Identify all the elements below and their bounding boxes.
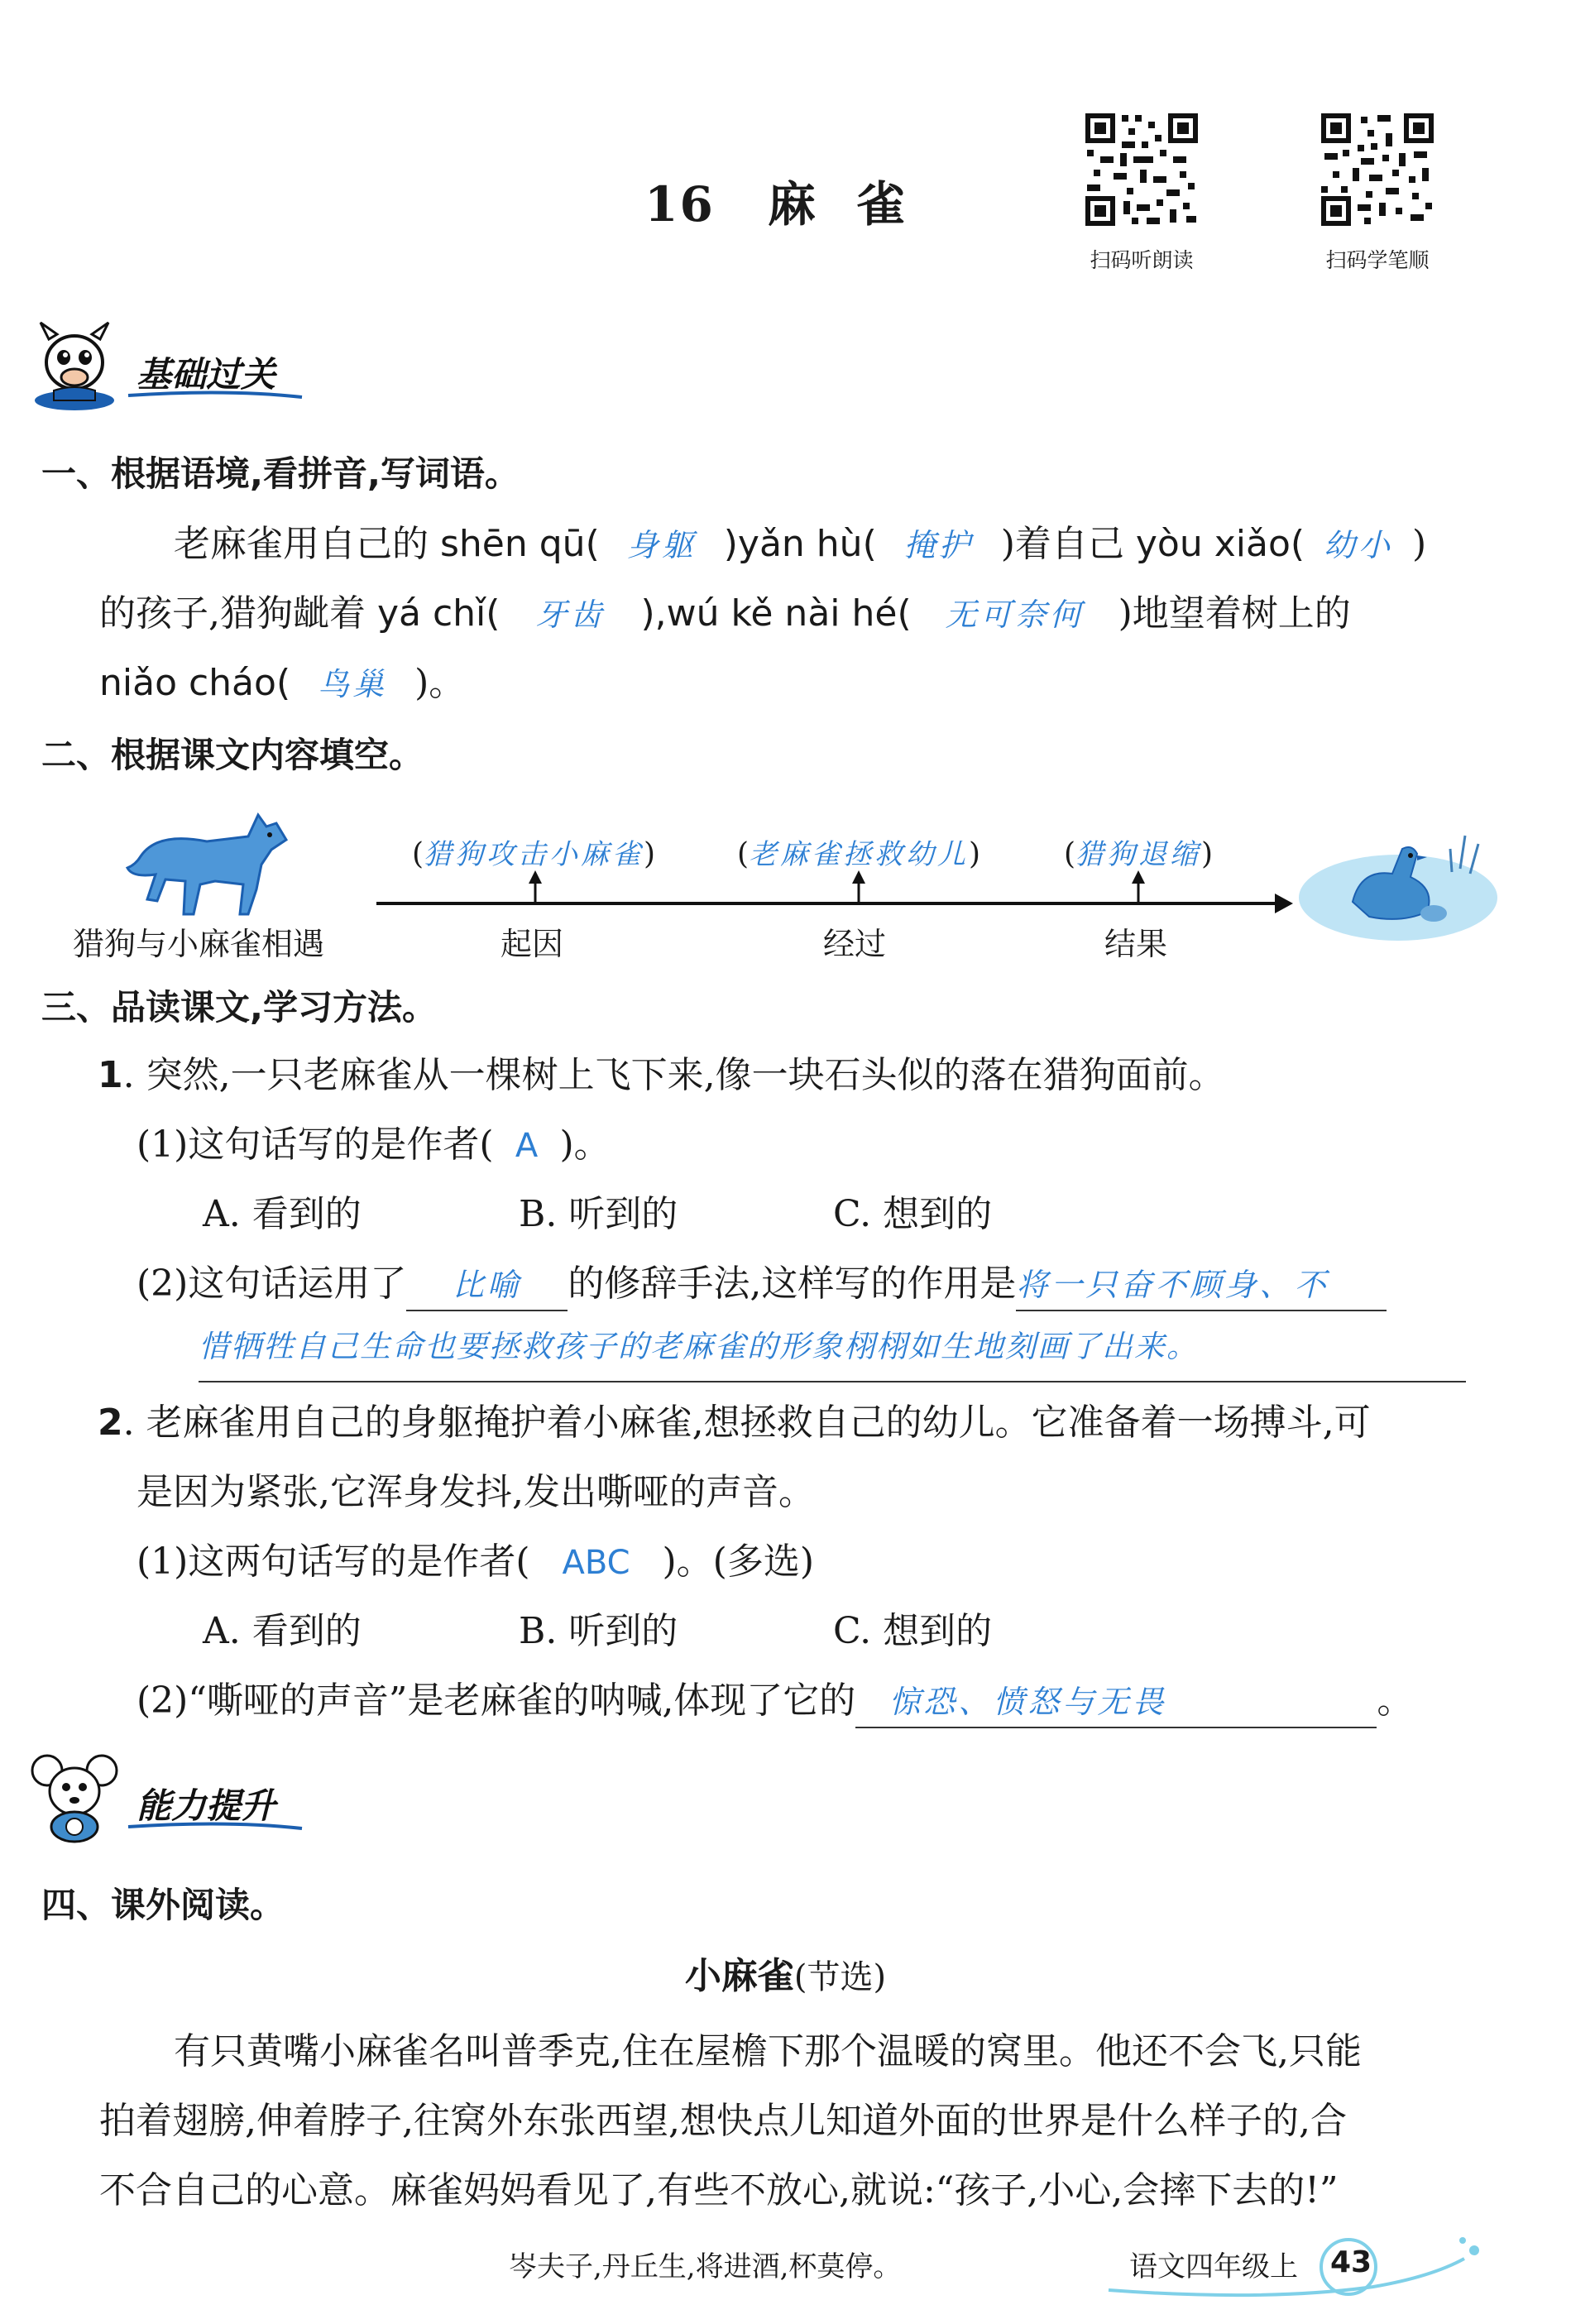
paren: ( <box>1063 837 1075 871</box>
q3-1-1-answer[interactable] <box>494 1110 560 1181</box>
q1-pinyin: ),wú kě nài hé( <box>640 592 912 635</box>
q1-line1 <box>174 510 1426 580</box>
q1-pinyin: yá chǐ( <box>376 592 501 635</box>
qr-code-stroke-order[interactable] <box>1320 112 1435 228</box>
q3-1-2-answer-effect-cont[interactable] <box>199 1319 1466 1382</box>
q1-answer-youxiao[interactable] <box>1305 510 1412 580</box>
item-text: . 突然,一只老麻雀从一棵树上飞下来,像一块石头似的落在猎狗面前。 <box>122 1054 1225 1096</box>
section-title-basic: 基础过关 <box>137 354 276 395</box>
q1-answer-shenqu[interactable] <box>600 510 724 580</box>
item-number: 2 <box>98 1402 123 1444</box>
q3-heading: 三、品读课文,学习方法。 <box>41 987 437 1028</box>
q2-answer-process[interactable] <box>702 831 1016 872</box>
option-b: B. 听到的 <box>519 1610 678 1652</box>
paren: ) <box>644 837 656 871</box>
option-c: C. 想到的 <box>833 1610 993 1652</box>
option-a: A. 看到的 <box>203 1193 362 1235</box>
sub-text: 的修辞手法,这样写的作用是 <box>568 1263 1017 1305</box>
q1-text: ) <box>1412 523 1427 565</box>
reading-title-note: (节选) <box>793 1958 887 1996</box>
q3-2-1-answer[interactable] <box>530 1527 663 1598</box>
qr-label-stroke-order: 扫码学笔顺 <box>1325 248 1430 272</box>
q3-2-2-answer[interactable] <box>855 1676 1377 1728</box>
reading-title-text: 小麻雀 <box>684 1955 794 1997</box>
q2-answer-cause[interactable] <box>376 831 691 872</box>
q3-item1-sub2 <box>137 1249 1387 1319</box>
q1-text: 的孩子,猎狗龇着 <box>99 592 377 635</box>
q1-pinyin: )yǎn hù( <box>723 523 877 565</box>
q4-heading: 四、课外阅读。 <box>41 1885 285 1925</box>
q1-answer-yanhu[interactable] <box>877 510 1001 580</box>
answer-text: 猎狗攻击小麻雀 <box>424 838 644 871</box>
lesson-title-char: 麻 <box>767 176 817 232</box>
footer-poem: 岑夫子,丹丘生,将进酒,杯莫停。 <box>509 2250 902 2283</box>
q3-item2-sub2 <box>137 1666 1413 1736</box>
qr-code-listen[interactable] <box>1084 112 1200 228</box>
sub-text: )。 <box>559 1124 611 1166</box>
answer-text: 无可奈何 <box>945 597 1085 633</box>
q3-1-2-answer-effect[interactable] <box>1016 1259 1387 1311</box>
answer-text: 身躯 <box>626 527 697 563</box>
answer-text: 惊恐、愤怒与无畏 <box>888 1684 1167 1720</box>
answer-text: 掩护 <box>903 527 974 563</box>
answer-text: 幼小 <box>1324 527 1394 563</box>
q3-item2-options <box>203 1597 992 1666</box>
q3-item2-sub1 <box>137 1527 814 1598</box>
q1-heading: 一、根据语境,看拼音,写词语。 <box>41 453 520 494</box>
q1-answer-yachi[interactable] <box>500 579 640 649</box>
q1-text: )。 <box>414 662 466 704</box>
sub-text: 。 <box>1377 1680 1414 1722</box>
reading-paragraph-line: 有只黄嘴小麻雀名叫普季克,住在屋檐下那个温暖的窝里。他还不会飞,只能 <box>174 2030 1362 2072</box>
reading-paragraph-line: 拍着翅膀,伸着脖子,往窝外东张西望,想快点儿知道外面的世界是什么样子的,合 <box>99 2100 1347 2142</box>
q1-answer-niaochao[interactable] <box>290 649 414 719</box>
sub-text: (2)“嘶哑的声音”是老麻雀的呐喊,体现了它的 <box>137 1680 856 1722</box>
q3-item1-options <box>203 1180 992 1249</box>
answer-text: 将一只奋不顾身、不 <box>1016 1267 1329 1303</box>
stage-label-cause: 起因 <box>501 926 564 962</box>
q1-pinyin: yòu xiǎo( <box>1135 523 1305 565</box>
section-banner-advanced <box>29 1746 376 1845</box>
paren: ( <box>411 837 424 871</box>
mascot-cow-icon <box>29 314 120 414</box>
paren: ) <box>1201 837 1214 871</box>
answer-text: 比喻 <box>452 1267 522 1303</box>
q1-pinyin: niǎo cháo( <box>99 662 291 704</box>
q1-line3 <box>99 649 465 719</box>
qr-label-listen: 扫码听朗读 <box>1090 248 1194 272</box>
qr-code-icon <box>1084 112 1200 228</box>
page-number: 43 <box>1330 2245 1372 2279</box>
option-c: C. 想到的 <box>833 1193 993 1235</box>
paren: ( <box>736 837 749 871</box>
lesson-number: 16 <box>644 176 715 232</box>
q3-item1-text <box>98 1041 1225 1110</box>
reading-paragraph-line: 不合自己的心意。麻雀妈妈看见了,有些不放心,就说:“孩子,小心,会摔下去的!” <box>99 2169 1339 2211</box>
lesson-title-char: 雀 <box>856 176 907 232</box>
option-b: B. 听到的 <box>519 1193 678 1235</box>
answer-text: 鸟巢 <box>318 666 388 702</box>
paren: ) <box>969 837 981 871</box>
section-title-advanced: 能力提升 <box>137 1785 276 1826</box>
q2-answer-result[interactable] <box>1023 831 1254 872</box>
answer-text: A <box>515 1127 539 1165</box>
footer-book-title: 语文四年级上 <box>1129 2250 1298 2283</box>
mascot-mouse-icon <box>29 1746 120 1845</box>
answer-text: 老麻雀拯救幼儿 <box>749 838 969 871</box>
sub-text: (1)这句话写的是作者( <box>137 1124 494 1166</box>
q1-text: 老麻雀用自己的 <box>174 523 440 565</box>
answer-text: 惜牺牲自己生命也要拯救孩子的老麻雀的形象栩栩如生地刻画了出来。 <box>199 1329 1199 1364</box>
q1-text: )地望着树上的 <box>1118 592 1351 635</box>
section-banner-basic <box>29 314 376 414</box>
stage-label-process: 经过 <box>823 926 887 962</box>
answer-text: 牙齿 <box>535 597 606 633</box>
sub-text: (1)这两句话写的是作者( <box>137 1541 530 1583</box>
item-text: . 老麻雀用自己的身躯掩护着小麻雀,想拯救自己的幼儿。它准备着一场搏斗,可 <box>122 1402 1371 1444</box>
sparrow-illustration <box>1295 819 1502 943</box>
q1-pinyin: shēn qū( <box>440 523 600 565</box>
q3-item1-sub1 <box>137 1110 611 1181</box>
qr-code-icon <box>1320 112 1435 228</box>
q1-text: )着自己 <box>1000 523 1136 565</box>
answer-text: ABC <box>562 1544 630 1582</box>
q2-heading: 二、根据课文内容填空。 <box>41 735 424 775</box>
q3-item2-text1 <box>98 1388 1371 1458</box>
q1-line2 <box>99 579 1351 649</box>
answer-text: 猎狗退缩 <box>1075 838 1201 871</box>
sub-text: )。(多选) <box>662 1541 814 1583</box>
q2-left-caption: 猎狗与小麻雀相遇 <box>73 926 325 962</box>
item-number: 1 <box>98 1054 123 1096</box>
q3-item2-text2: 是因为紧张,它浑身发抖,发出嘶哑的声音。 <box>137 1471 815 1513</box>
q3-1-2-answer-rhetoric[interactable] <box>406 1259 568 1311</box>
option-a: A. 看到的 <box>203 1610 362 1652</box>
stage-label-result: 结果 <box>1104 926 1168 962</box>
sub-text: (2)这句话运用了 <box>137 1263 407 1305</box>
hunting-dog-illustration <box>124 798 298 922</box>
q1-answer-wukenaihe[interactable] <box>912 579 1118 649</box>
reading-title <box>0 1946 1571 1999</box>
